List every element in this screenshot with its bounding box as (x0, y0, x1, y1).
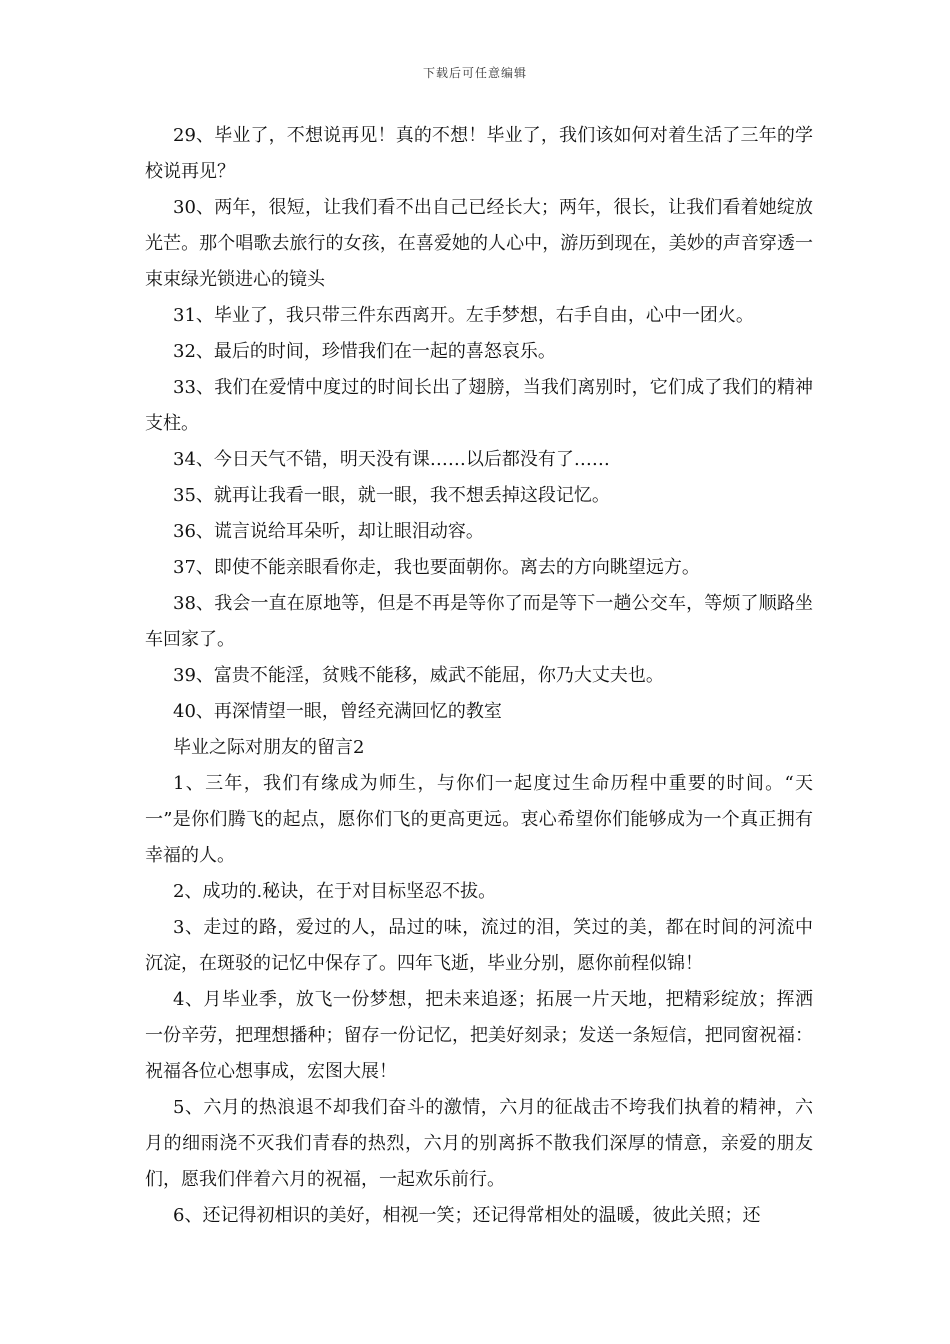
paragraph-29: 29、毕业了，不想说再见！真的不想！毕业了，我们该如何对着生活了三年的学校说再见？ (145, 125, 813, 182)
paragraph-2: 2、成功的.秘诀，在于对目标坚忍不拔。 (173, 881, 497, 902)
paragraph-33: 33、我们在爱情中度过的时间长出了翅膀，当我们离别时，它们成了我们的精神支柱。 (145, 377, 813, 434)
paragraph-4: 4、月毕业季，放飞一份梦想，把未来追逐；拓展一片天地，把精彩绽放；挥洒一份辛劳，把理想播种；留存一份记忆，把美好刻录；发送一条短信，把同窗祝福：祝福各位心想事成，宏图大展！ (145, 989, 813, 1082)
paragraph-30: 30、两年，很短，让我们看不出自己已经长大；两年，很长，让我们看着她绽放光芒。那个唱歌去旅行的女孩，在喜爱她的人心中，游历到现在，美妙的声音穿透一束束绿光锁进心的镜头 (145, 197, 813, 290)
document-body (145, 118, 813, 1234)
paragraph-36: 36、谎言说给耳朵听，却让眼泪动容。 (173, 521, 484, 542)
paragraph-6: 6、还记得初相识的美好，相视一笑；还记得常相处的温暖，彼此关照；还 (173, 1205, 761, 1226)
page-header: 下载后可任意编辑 (422, 66, 527, 80)
paragraph-39: 39、富贵不能淫，贫贱不能移，威武不能屈，你乃大丈夫也。 (173, 665, 664, 686)
paragraph-38: 38、我会一直在原地等，但是不再是等你了而是等下一趟公交车，等烦了顺路坐车回家了。 (145, 593, 813, 650)
paragraph-34: 34、今日天气不错，明天没有课……以后都没有了…… (173, 449, 610, 470)
section-heading: 毕业之际对朋友的留言2 (173, 737, 365, 758)
paragraph-31: 31、毕业了，我只带三件东西离开。左手梦想，右手自由，心中一团火。 (173, 305, 754, 326)
paragraph-5: 5、六月的热浪退不却我们奋斗的激情，六月的征战击不垮我们执着的精神，六月的细雨浇不灭我们青春的热烈，六月的别离拆不散我们深厚的情意，亲爱的朋友们，愿我们伴着六月的祝福，一起欢乐前行。 (145, 1097, 813, 1190)
paragraph-1: 1、三年，我们有缘成为师生，与你们一起度过生命历程中重要的时间。“天一”是你们腾飞的起点，愿你们飞的更高更远。衷心希望你们能够成为一个真正拥有幸福的人。 (145, 773, 813, 866)
paragraph-37: 37、即使不能亲眼看你走，我也要面朝你。离去的方向眺望远方。 (173, 557, 700, 578)
paragraph-40: 40、再深情望一眼，曾经充满回忆的教室 (173, 701, 502, 722)
paragraph-35: 35、就再让我看一眼，就一眼，我不想丢掉这段记忆。 (173, 485, 610, 506)
paragraph-32: 32、最后的时间，珍惜我们在一起的喜怒哀乐。 (173, 341, 556, 362)
paragraph-3: 3、走过的路，爱过的人，品过的味，流过的泪，笑过的美，都在时间的河流中沉淀，在斑驳的记忆中保存了。四年飞逝，毕业分别，愿你前程似锦！ (145, 917, 813, 974)
